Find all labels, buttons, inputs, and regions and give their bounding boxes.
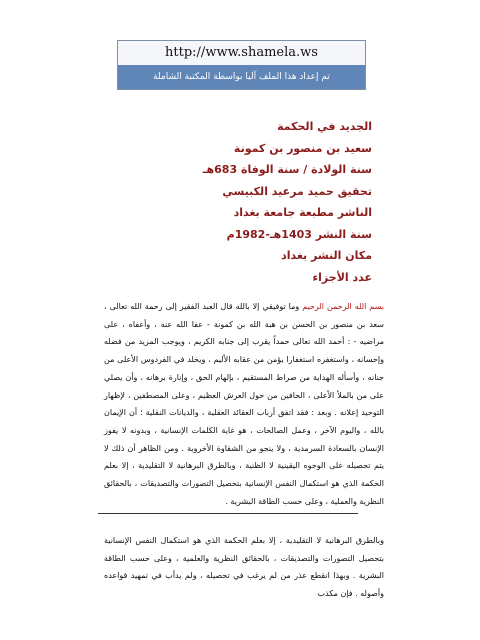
shamela-credit-bar: تم إعداد هذا الملف آليا بواسطة المكتبة الشاملة [118, 65, 365, 89]
book-parts-count: عدد الأجزاء [312, 270, 372, 284]
site-url[interactable]: http://www.shamela.ws [118, 41, 365, 65]
basmala: بسم الله الرحمن الرحيم [302, 302, 384, 311]
site-header [117, 40, 366, 90]
main-text [104, 298, 384, 510]
book-title: الجديد في الحكمة [277, 120, 372, 133]
book-metadata [112, 116, 372, 288]
book-publisher: الناشر مطبعة جامعة بغداد [233, 206, 372, 219]
book-publication-place: مكان النشر بغداد [281, 249, 372, 262]
footnote-divider [98, 513, 358, 514]
book-dates: سنة الولادة / سنة الوفاة 683هـ [202, 163, 372, 176]
book-author: سعيد بن منصور بن كمونة [233, 141, 372, 155]
main-paragraph: وما توفيقي إلا بالله قال العبد الفقير إلى رحمة الله تعالى ، سعد بن منصور بن الحسن بن هبة الله بن كمونة - عفا الله عنه ، وأعفاه ، على مراضيه - : أحمد الله تعالى حمداً يقرب إلى جنابه الكريم ، ويوجب المزيد من فضله وإحسانه ، واستغفره استغفارا يؤمن من عقابه الأليم ، ويخلد في الفردوس الأعلى من جنانه ، وأسأله الهداية من صراط المستقيم ، بإلهام الحق ، وإنارة برهانه ، وأن يصلي على من بالملأ الأعلى ، الحافين من حول العرش العظيم ، وعلى المصطفين ، لإظهار التوحيد إعلانه . وبعد : فقد اتفق أرباب العقائد العقلية ، والديانات النقلية ؛ أن الإيمان بالله ، واليوم الآخر ، وعمل الصالحات ، هو غاية الكلمات الإنسانية ، وبدونه لا يفوز الإنسان بالسعادة السرمدية ، ولا ينجو من الشقاوة الأخروية . ومن الظاهر أن ذلك لا يتم تحصيله على الوجوه اليقينية لا الظنية ، وبالطرق البرهانية لا التقليدية ، إلا بعلم الحكمة الذي هو استكمال النفس الإنسانية بتحصيل التصورات والتصديقات ، بالحقائق النظرية والعملية ، وعلى حسب الطاقة البشرية . [104, 302, 384, 506]
book-publication-year: سنة النشر 1403هـ-1982م [226, 227, 372, 241]
footnote-text: وبالطرق البرهانية لا التقليدية ، إلا بعلم الحكمة الذي هو استكمال النفس الإنسانية بتحصيل التصورات والتصديقات ، بالحقائق النظرية والعلمية ، وعلى حسب الطاقة البشرية . وبهذا انقطع عذر من لم يرغب في تحصيله ، ولم يدأب في تمهيد قواعده وأصوله . فإن مكذب [104, 536, 384, 598]
book-editor: تحقيق حميد مرعيد الكبيسي [222, 184, 372, 198]
